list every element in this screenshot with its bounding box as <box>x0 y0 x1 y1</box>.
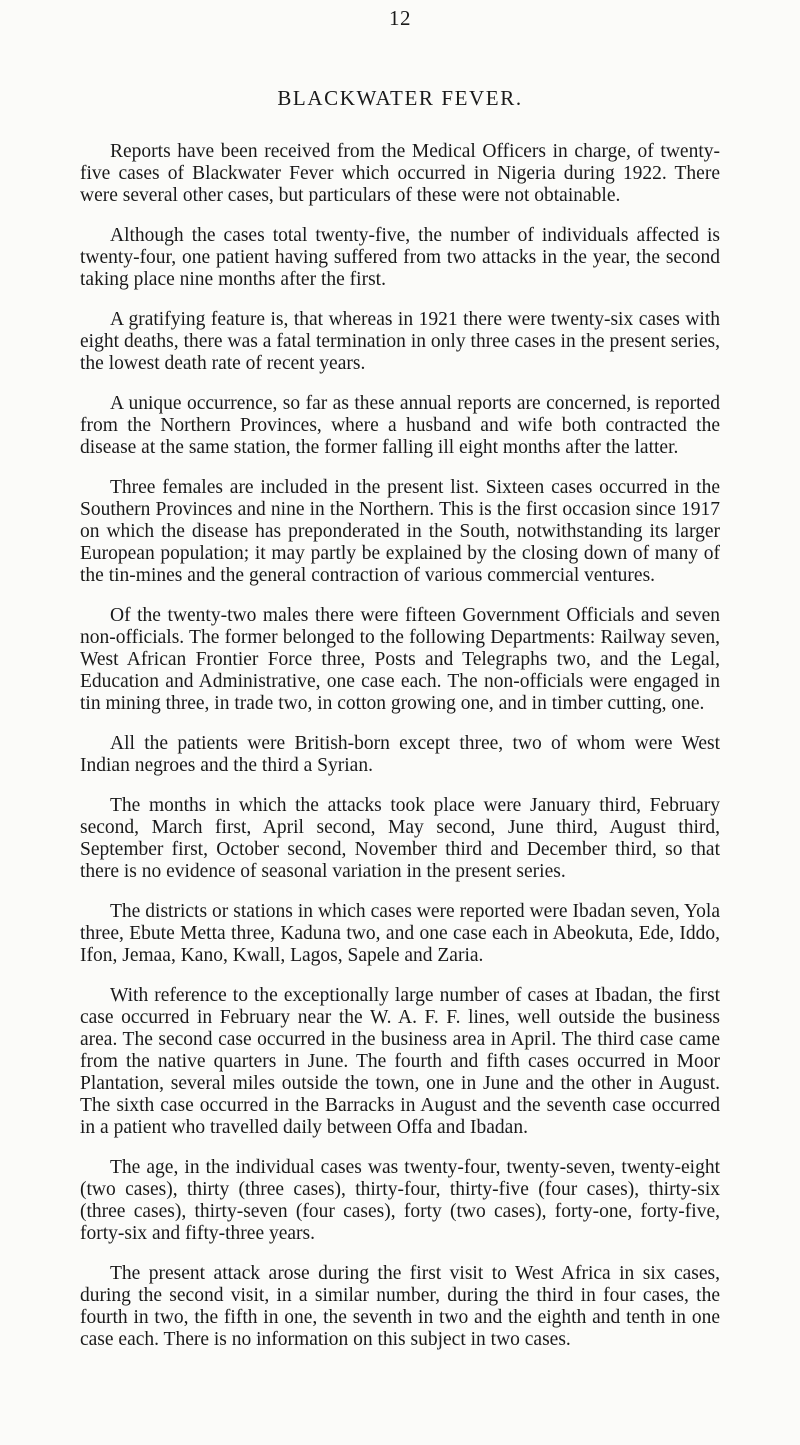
paragraph: The present attack arose during the first visit to West Africa in six cases, during the second visit, in a similar number, during the third in four cases, the fourth in two, the fifth in one, the seventh in two and the eighth and tenth in one case each. There is no information on this subject in two cases. <box>80 1263 720 1350</box>
paragraph: Although the cases total twenty-five, the number of individuals affected is twenty-four, one patient having suffered from two attacks in the year, the second taking place nine months after the first. <box>80 225 720 290</box>
section-title: BLACKWATER FEVER. <box>277 86 523 110</box>
paragraph: A gratifying feature is, that whereas in 1921 there were twenty-six cases with eight deaths, there was a fatal termination in only three cases in the present series, the lowest death rate of recent years. <box>80 309 720 374</box>
paragraph: Reports have been received from the Medical Officers in charge, of twenty-five cases of Blackwater Fever which occurred in Nigeria during 1922. There were several other cases, but particulars of these were not obtainable. <box>80 141 720 206</box>
paragraph: The months in which the attacks took place were January third, February second, March first, April second, May second, June third, August third, September first, October second, November third and December third, so that there is no evidence of seasonal variation in the present series. <box>80 795 720 882</box>
paragraph: Of the twenty-two males there were fifteen Government Officials and seven non-officials. The former belonged to the following Departments: Railway seven, West African Frontier Force three, Posts and Telegraphs two, and the Legal, Education and Administrative, one case each. The non-officials were engaged in tin mining three, in trade two, in cotton growing one, and in timber cutting, one. <box>80 605 720 714</box>
paragraph: The age, in the individual cases was twenty-four, twenty-seven, twenty-eight (two cases), thirty (three cases), thirty-four, thirty-five (four cases), thirty-six (three cases), thirty-seven (four cases), forty (two cases), forty-one, forty-five, forty-six and fifty-three years. <box>80 1157 720 1244</box>
body-text <box>80 141 720 1351</box>
page-number: 12 <box>389 6 411 30</box>
paragraph: Three females are included in the present list. Sixteen cases occurred in the Southern Provinces and nine in the Northern. This is the first occasion since 1917 on which the disease has preponderated in the South, notwithstanding its larger European population; it may partly be explained by the closing down of many of the tin-mines and the general contraction of various commercial ventures. <box>80 477 720 586</box>
paragraph: All the patients were British-born except three, two of whom were West Indian negroes and the third a Syrian. <box>80 733 720 776</box>
paragraph: The districts or stations in which cases were reported were Ibadan seven, Yola three, Ebute Metta three, Kaduna two, and one case each in Abeokuta, Ede, Iddo, Ifon, Jemaa, Kano, Kwall, Lagos, Sapele and Zaria. <box>80 901 720 966</box>
paragraph: With reference to the exceptionally large number of cases at Ibadan, the first case occurred in February near the W. A. F. F. lines, well outside the business area. The second case occurred in the business area in April. The third case came from the native quarters in June. The fourth and fifth cases occurred in Moor Plantation, several miles outside the town, one in June and the other in August. The sixth case occurred in the Barracks in August and the seventh case occurred in a patient who travelled daily between Offa and Ibadan. <box>80 985 720 1138</box>
paragraph: A unique occurrence, so far as these annual reports are concerned, is reported from the Northern Provinces, where a husband and wife both contracted the disease at the same station, the former falling ill eight months after the latter. <box>80 393 720 458</box>
